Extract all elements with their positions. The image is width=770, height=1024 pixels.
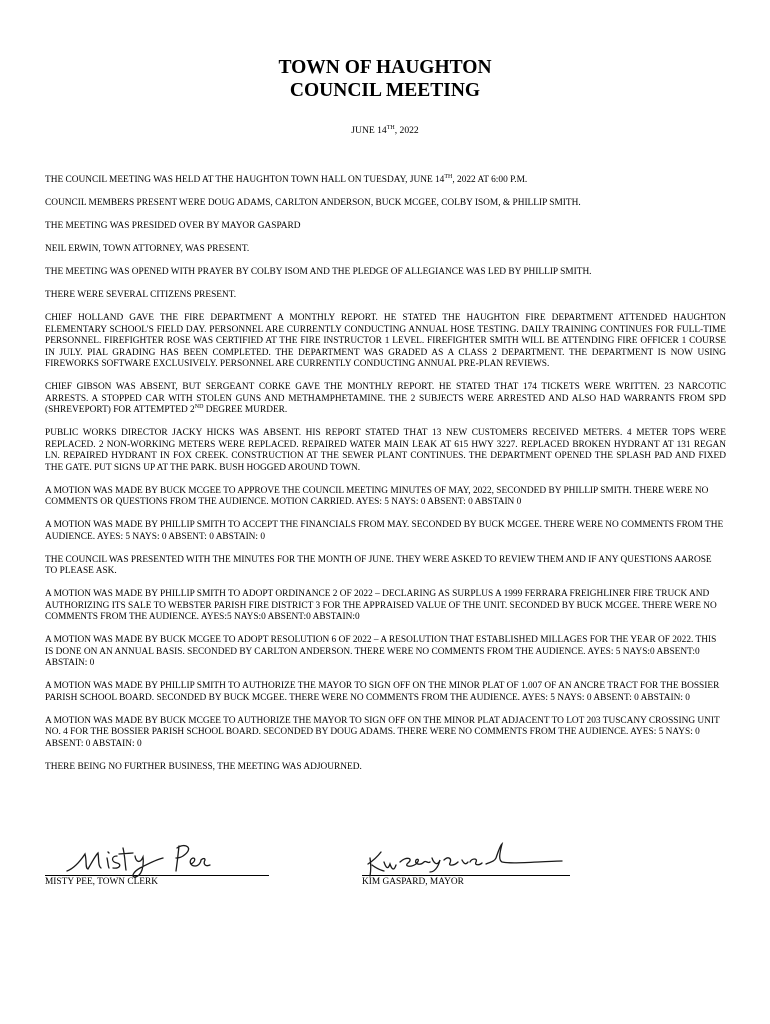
mayor-name: KIM GASPARD, MAYOR <box>362 877 464 887</box>
attorney-paragraph: NEIL ERWIN, TOWN ATTORNEY, WAS PRESENT. <box>45 244 250 254</box>
prayer-paragraph: THE MEETING WAS OPENED WITH PRAYER BY COLBY ISOM AND THE PLEDGE OF ALLEGIANCE WAS LED BY PHILLIP SMITH. <box>45 267 592 277</box>
document-title <box>0 56 770 102</box>
title-line-2: COUNCIL MEETING <box>289 80 481 101</box>
fire-report-paragraph: CHIEF HOLLAND GAVE THE FIRE DEPARTMENT A MONTHLY REPORT. HE STATED THE HAUGHTON FIRE DEPARTMENT ATTENDED HAUGHTON ELEMENTARY SCHOOL'S FIELD DAY. PERSONNEL ARE CURRENTLY CONDUCTING ANNUAL HOSE TESTING. DAILY TRAINING CONTINUES FOR FULL-TIME PERSONNEL. FIREFIGHTER ROSE WAS CERTIFIED AT THE FIRE INSTRUCTOR 1 LEVEL. FIREFIGHTER SMITH WILL BE ATTENDING FIRE OFFICER 1 COURSE IN JULY. PIAL GRADING HAS BEEN COMPLETED. THE DEPARTMENT WAS GRADED AS A CLASS 2 DEPARTMENT. THE DEPARTMENT IS NOW USING FIREWORKS SOFTWARE EXCLUSIVELY. PERSONNEL ARE CURRENTLY CONDUCTING ANNUAL PRE-PLAN REVIEWS. <box>45 313 726 369</box>
p8-text-end: DEGREE MURDER. <box>203 405 288 415</box>
citizens-paragraph: THERE WERE SEVERAL CITIZENS PRESENT. <box>45 290 237 300</box>
date-suffix: , 2022 <box>394 125 419 136</box>
date-prefix: JUNE 14 <box>351 125 387 136</box>
clerk-signature-block <box>45 838 269 887</box>
p8-text: CHIEF GIBSON WAS ABSENT, BUT SERGEANT CORKE GAVE THE MONTHLY REPORT. HE STATED THAT 174 TICKETS WERE WRITTEN. 23 NARCOTIC ARRESTS. A STOPPED CAR WITH STOLEN GUNS AND METHAMPHETAMINE. THE 2 SUBJECTS WERE ARRESTED AND ALSO HAD WARRANTS FROM SPD (SHREVEPORT) FOR ATTEMPTED 2 <box>45 382 726 415</box>
p1-ordinal: TH <box>444 174 453 180</box>
motion-minutes-paragraph: A MOTION WAS MADE BY BUCK MCGEE TO APPROVE THE COUNCIL MEETING MINUTES OF MAY, 2022, SECONDED BY PHILLIP SMITH. THERE WERE NO COMMENTS OR QUESTIONS FROM THE AUDIENCE. MOTION CARRIED. AYES: 5 NAYS: 0 ABSENT: 0 ABSTAIN 0 <box>45 485 709 507</box>
title-line-1: TOWN OF HAUGHTON <box>278 57 492 78</box>
mayor-signature-block <box>362 838 570 887</box>
p1-text-end: , 2022 AT 6:00 P.M. <box>452 175 528 185</box>
meeting-date <box>0 125 770 136</box>
minutes-review-paragraph: THE COUNCIL WAS PRESENTED WITH THE MINUTES FOR THE MONTH OF JUNE. THEY WERE ASKED TO REVIEW THEM AND IF ANY QUESTIONS AAROSE TO PLEASE ASK. <box>45 554 712 576</box>
motion-financials-paragraph: A MOTION WAS MADE BY PHILLIP SMITH TO ACCEPT THE FINANCIALS FROM MAY. SECONDED BY BUCK MCGEE. THERE WERE NO COMMENTS FROM THE AUDIENCE. AYES: 5 NAYS: 0 ABSENT: 0 ABSTAIN: 0 <box>45 520 724 542</box>
clerk-signature-icon <box>45 838 269 878</box>
adjourned-paragraph: THERE BEING NO FURTHER BUSINESS, THE MEETING WAS ADJOURNED. <box>45 761 362 772</box>
members-present-paragraph: COUNCIL MEMBERS PRESENT WERE DOUG ADAMS, CARLTON ANDERSON, BUCK MCGEE, COLBY ISOM, & PHILLIP SMITH. <box>45 198 581 208</box>
ordinance-paragraph: A MOTION WAS MADE BY PHILLIP SMITH TO ADOPT ORDINANCE 2 OF 2022 – DECLARING AS SURPLUS A 1999 FERRARA FREIGHLINER FIRE TRUCK AND AUTHORIZING ITS SALE TO WEBSTER PARISH FIRE DISTRICT 3 FOR THE APPRAISED VALUE OF THE UNIT. SECONDED BY BUCK MCGEE. THERE WERE NO COMMENTS FROM THE AUDIENCE. AYES:5 NAYS:0 ABSENT:0 ABSTAIN:0 <box>45 589 717 622</box>
meeting-held-paragraph <box>45 175 726 187</box>
minor-plat-2-paragraph: A MOTION WAS MADE BY BUCK MCGEE TO AUTHORIZE THE MAYOR TO SIGN OFF ON THE MINOR PLAT ADJACENT TO LOT 203 TUSCANY CROSSING UNIT NO. 4 FOR THE BOSSIER PARISH SCHOOL BOARD. SECONDED BY DOUG ADAMS. THERE WERE NO COMMENTS FROM THE AUDIENCE. AYES: 5 NAYS: 0 ABSENT: 0 ABSTAIN: 0 <box>45 715 720 749</box>
mayor-signature-image <box>362 838 570 878</box>
clerk-name: MISTY PEE, TOWN CLERK <box>45 877 158 887</box>
date-ordinal: TH <box>386 125 395 131</box>
resolution-paragraph: A MOTION WAS MADE BY BUCK MCGEE TO ADOPT RESOLUTION 6 OF 2022 – A RESOLUTION THAT ESTABLISHED MILLAGES FOR THE YEAR OF 2022. THIS IS DONE ON AN ANNUAL BASIS. SECONDED BY CARLTON ANDERSON. THERE WERE NO COMMENTS FROM THE AUDIENCE. AYES: 5 NAYS:0 ABSENT:0 ABSTAIN: 0 <box>45 635 717 668</box>
clerk-signature-image <box>45 838 269 878</box>
minutes-body <box>45 175 726 785</box>
presided-paragraph: THE MEETING WAS PRESIDED OVER BY MAYOR GASPARD <box>45 221 301 231</box>
mayor-signature-icon <box>362 838 570 878</box>
police-report-paragraph <box>45 382 726 417</box>
minor-plat-1-paragraph: A MOTION WAS MADE BY PHILLIP SMITH TO AUTHORIZE THE MAYOR TO SIGN OFF ON THE MINOR PLAT OF 1.007 OF AN ANCRE TRACT FOR THE BOSSIER PARISH SCHOOL BOARD. SECONDED BY BUCK MCGEE. THERE WERE NO COMMENTS FROM THE AUDIENCE. AYES: 5 NAYS: 0 ABSENT: 0 ABSTAIN: 0 <box>45 681 720 703</box>
p8-ordinal: ND <box>194 404 204 410</box>
p1-text: THE COUNCIL MEETING WAS HELD AT THE HAUGHTON TOWN HALL ON TUESDAY, JUNE 14 <box>45 175 445 185</box>
public-works-paragraph: PUBLIC WORKS DIRECTOR JACKY HICKS WAS ABSENT. HIS REPORT STATED THAT 13 NEW CUSTOMERS RECEIVED METERS. 4 METER TOPS WERE REPLACED. 2 NON-WORKING METERS WERE REPLACED. REPAIRED WATER MAIN LEAK AT 615 HWY 3227. REPLACED BROKEN HYDRANT AT 131 REGAN LN. REPAIRED HYDRANT IN FOX CREEK. CONSTRUCTION AT THE SEWER PLANT CONTINUES. THE DEPARTMENT OPENED THE SPLASH PAD AND FIXED THE GATE. PUT SIGNS UP AT THE PARK. BUSH HOGGED AROUND TOWN. <box>45 428 726 473</box>
